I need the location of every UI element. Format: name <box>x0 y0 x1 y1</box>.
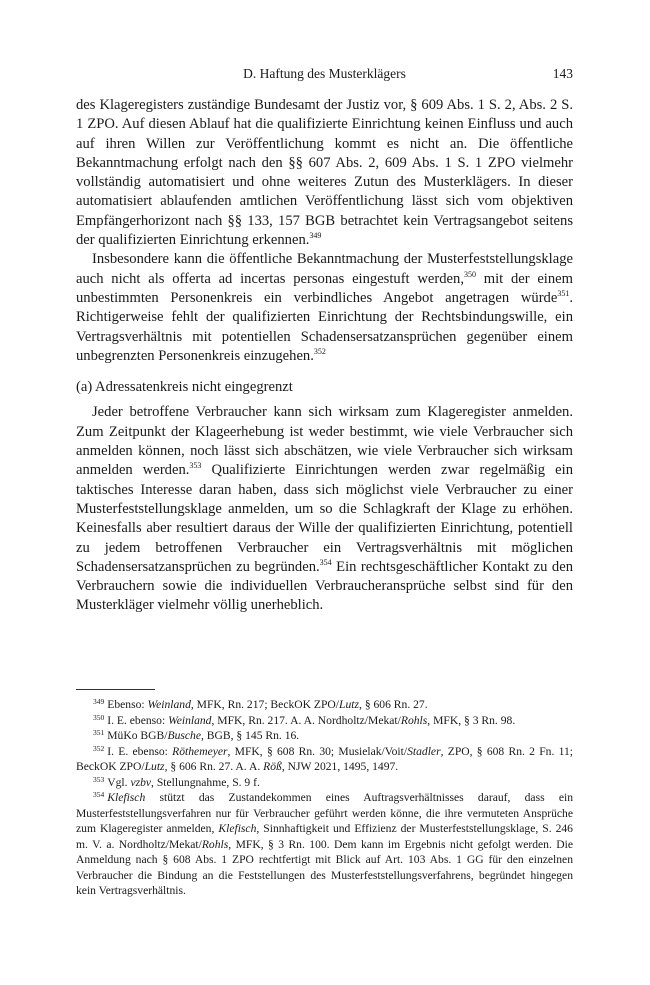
paragraph-text: Qualifizierte Einrichtungen werden zwar regelmäßig ein taktisches Interesse daran haben, dass sich möglichst viele Verbraucher zu einer Musterfeststellungsklage anmelden, um so die Schlagkraft der Klage zu erhöhen. Keinesfalls aber resultiert daraus der Wille der qualifizierten Einrichtung, potentiell zu jedem betroffenen Verbraucher ein Vertragsverhältnis mit möglichen Schadensersatzansprüchen zu begründen. <box>76 462 574 575</box>
author-name: vzbv <box>130 775 152 789</box>
author-name: Lutz <box>144 760 165 773</box>
author-name: Lutz <box>339 698 360 711</box>
paragraph <box>76 403 573 615</box>
footnote-number: 350 <box>93 712 105 722</box>
author-name: Weinland <box>147 698 191 711</box>
paragraph-text: des Klageregisters zuständige Bundesamt der Justiz vor, § 609 Abs. 1 S. 2, Abs. 2 S. 1 ZPO. Auf diesen Ablauf hat die qualifizierte Einrichtung keinen Einfluss und auch auf ihren Willen zur Veröffentlichung kommt es nicht an. Die öffentliche Bekanntmachung erfolgt nach den §§ 607 Abs. 2, 609 Abs. 1 S. 1 ZPO vielmehr vollständig automatisiert und ohne weiteres Zutun des Musterklägers. In dieser automatisiert ablaufenden amtlichen Veröffentlichung lässt sich vom objektiven Empfängerhorizont nach §§ 133, 157 BGB betrachtet kein Vertragsangebot seitens der qualifizierten Einrichtung erkennen. <box>76 97 573 249</box>
footnote-354: $^{354}$ Klefisch stützt das Zustandekommen eines Auftragsverhältnisses darauf, dass ein Musterfeststellungsverfahren nur für Verbraucher geführt werden könne, die ihre vermuteten Ansprüche zum Klageregister anmelden, Klefisch, Sinnhaftigkeit und Effizienz der Musterfeststellungsklage, S. 246 m. V. a. Nordholtz/Mekat/Rohls, MFK, § 3 Rn. 100. Dem kann im Ergebnis nicht gefolgt werden. Die Anmeldung nach § 608 Abs. 1 ZPO rechtfertigt mit Blick auf Art. 103 Abs. 1 GG für den einzelnen Verbraucher die Bindung an die Feststellungen des Musterfeststellungsverfahrens, begründet hingegen kein Vertragsverhältnis. <box>76 790 573 897</box>
author-name: Rohls <box>201 837 229 851</box>
footnotes <box>76 697 573 899</box>
author-name: Klefisch <box>107 791 146 804</box>
running-header <box>76 66 573 86</box>
main-text <box>76 96 573 616</box>
footnote-number: 349 <box>93 697 105 706</box>
footnote-ref: 352 <box>313 346 326 356</box>
author-name: Weinland <box>168 713 212 727</box>
paragraph-text: Jeder betroffene Verbraucher kann sich wirksam zum Klageregister anmelden. Zum Zeitpunkt der Klageerhebung ist weder bestimmt, wie viele Verbraucher sich anmelden können, noch lässt sich abschätzen, wie viele Verbraucher sich wirksam anmelden werden. <box>76 404 573 479</box>
footnote-ref: 349 <box>309 231 322 241</box>
footnote-number: 354 <box>93 790 105 799</box>
footnote-ref: 351 <box>557 288 570 298</box>
footnote-350: $^{350}$ I. E. ebenso: Weinland, MFK, Rn. 217. A. A. Nordholtz/Mekat/Rohls, MFK, § 3 Rn. 98. <box>93 712 516 727</box>
page-number: 143 <box>552 66 573 81</box>
author-name: Rohls <box>400 713 428 727</box>
footnote-353: $^{353}$ Vgl. vzbv, Stellungnahme, S. 9 f. <box>93 774 260 789</box>
section-heading: (a) Adressatenkreis nicht eingegrenzt <box>76 379 293 396</box>
running-title: D. Haftung des Musterklägers <box>243 66 406 81</box>
footnote-number: 352 <box>93 743 105 753</box>
author-name: Röß <box>263 760 282 773</box>
author-name: Stadler <box>407 744 441 758</box>
footnote-number: 353 <box>93 774 105 784</box>
paragraph-text: . Richtigerweise fehlt der qualifizierten Einrichtung der Rechtsbindungswille, ein Vertragsverhältnis mit potentiellen Schadensersatzansprüchen gegenüber einem unbegrenzten Personenkreis einzugehen. <box>76 289 573 364</box>
paragraph <box>76 250 573 366</box>
footnote-number: 351 <box>93 728 105 737</box>
footnote-349: $^{349}$ Ebenso: Weinland, MFK, Rn. 217; BeckOK ZPO/Lutz, § 606 Rn. 27. <box>93 697 428 711</box>
author-name: Klefisch <box>218 822 257 835</box>
footnote-ref: 353 <box>189 461 202 471</box>
author-name: Busche <box>167 729 201 742</box>
footnote-ref: 354 <box>319 557 332 567</box>
footnote-352: $^{352}$ I. E. ebenso: Röthemeyer, MFK, § 608 Rn. 30; Musielak/Voit/Stadler, ZPO, § 608 Rn. 2 Fn. 11; BeckOK ZPO/Lutz, § 606 Rn. 27. A. A. Röß, NJW 2021, 1495, 1497. <box>76 743 573 773</box>
paragraph <box>76 96 573 250</box>
paragraph-text: Insbesondere kann die öffentliche Bekanntmachung der Musterfeststellungsklage auch nicht als offerta ad incertas personas eingestuft werden, <box>76 251 573 287</box>
footnote-351: $^{351}$ MüKo BGB/Busche, BGB, § 145 Rn. 16. <box>93 728 300 742</box>
footnote-ref: 350 <box>463 269 476 279</box>
footnote-separator <box>76 689 155 690</box>
paragraph-text: mit der einem unbestimmten Personenkreis ein verbindliches Angebot angetragen würde <box>76 270 573 306</box>
paragraph-text: Ein rechtsgeschäftlicher Kontakt zu den Verbrauchern sowie die individuellen Verbraucheransprüche selbst sind für den Musterkläger vielmehr völlig unerheblich. <box>76 558 573 614</box>
author-name: Röthemeyer <box>172 744 228 758</box>
section-gap <box>76 366 573 378</box>
